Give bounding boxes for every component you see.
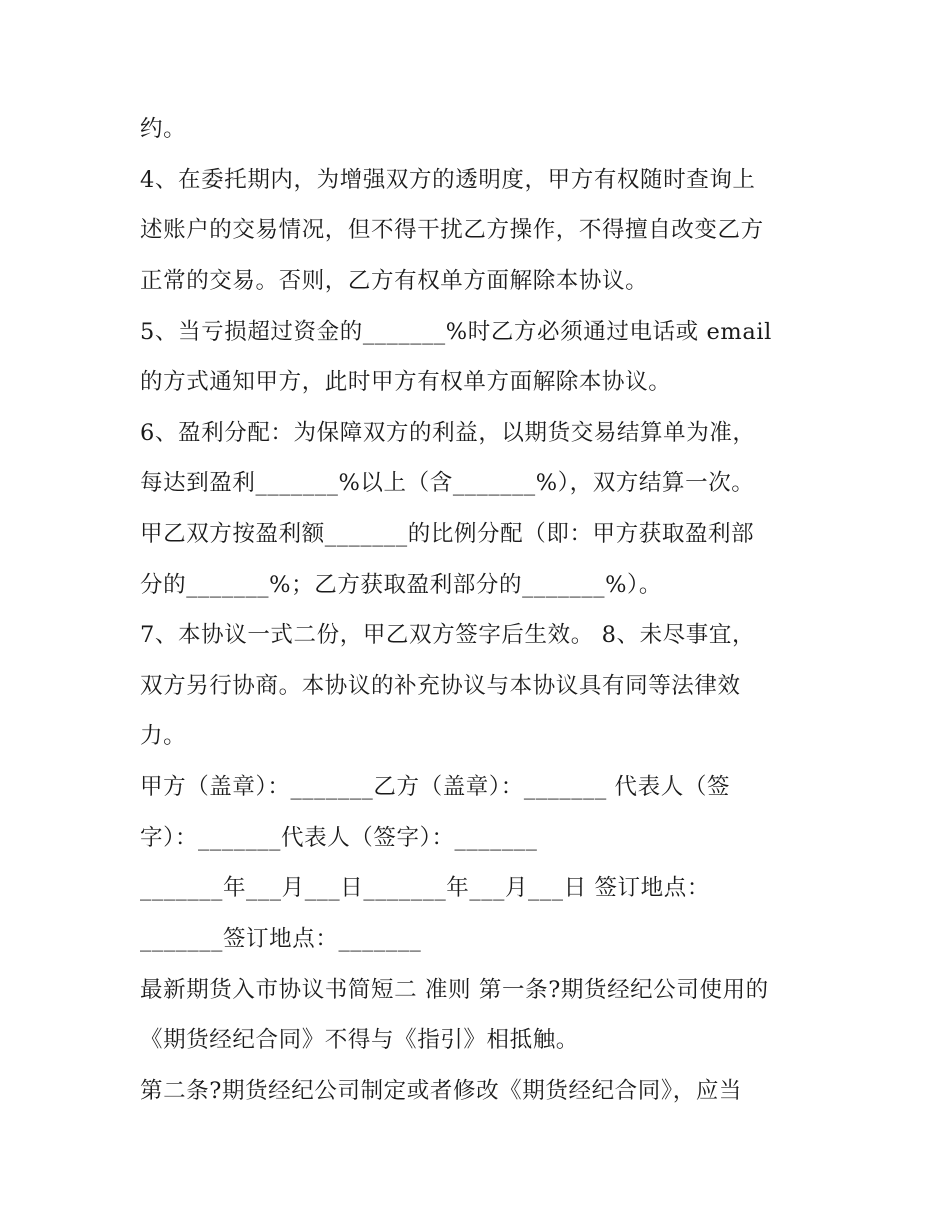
text-line: 字）：_______代表人（签字）：_______: [140, 825, 538, 851]
text-line: 力。: [140, 723, 187, 749]
text-line: 每达到盈利_______%以上（含_______%），双方结算一次。: [140, 470, 755, 496]
text-line: 4、在委托期内，为增强双方的透明度，甲方有权随时查询上: [140, 167, 756, 193]
text-line: 甲方（盖章）：_______乙方（盖章）：_______ 代表人（签: [140, 774, 731, 800]
text-line: 《期货经纪合同》不得与《指引》相抵触。: [140, 1027, 579, 1053]
text-line: 5、当亏损超过资金的_______%时乙方必须通过电话或 email: [140, 319, 772, 345]
text-line: _______年___月___日_______年___月___日 签订地点：: [140, 875, 710, 901]
text-line: _______签订地点：_______: [140, 926, 422, 952]
text-line: 7、本协议一式二份，甲乙双方签字后生效。 8、未尽事宜，: [140, 622, 756, 648]
text-line: 分的_______%；乙方获取盈利部分的_______%）。: [140, 572, 663, 598]
text-line: 6、盈利分配：为保障双方的利益，以期货交易结算单为准，: [140, 420, 756, 446]
text-line: 约。: [140, 116, 187, 142]
text-line: 双方另行协商。本协议的补充协议与本协议具有同等法律效: [140, 673, 741, 699]
text-line: 甲乙双方按盈利额_______的比例分配（即：甲方获取盈利部: [140, 521, 755, 547]
text-line: 第二条?期货经纪公司制定或者修改《期货经纪合同》，应当: [140, 1078, 743, 1104]
text-line: 的方式通知甲方，此时甲方有权单方面解除本协议。: [140, 369, 672, 395]
text-line: 述账户的交易情况，但不得干扰乙方操作，不得擅自改变乙方: [140, 217, 764, 243]
text-line: 最新期货入市协议书简短二 准则 第一条?期货经纪公司使用的: [140, 977, 769, 1003]
text-line: 正常的交易。否则，乙方有权单方面解除本协议。: [140, 268, 649, 294]
